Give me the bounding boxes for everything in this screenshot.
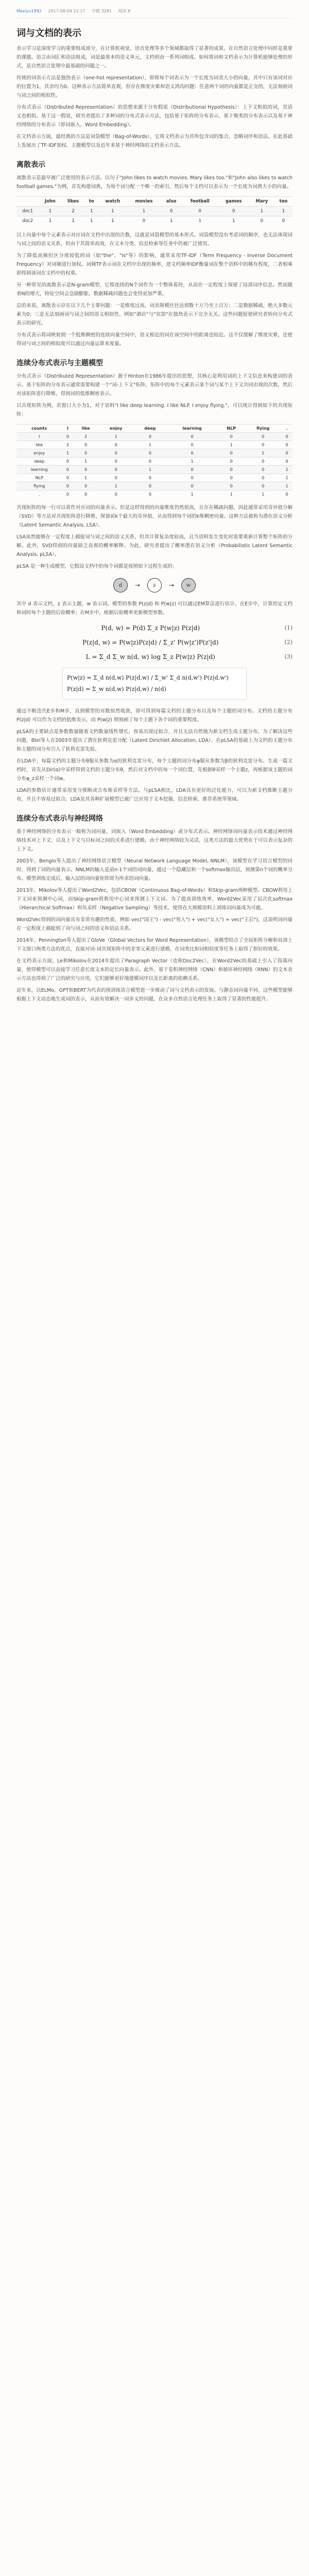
paragraph: 2014年，Pennington等人提出了GloVe（Global Vectors for Word Representation），该模型结合了全局矩阵分解和局部上下文窗口两类方法的优点，直接对词-词共现矩阵中的非零元素进行建模，在词类比和词相似度等任务上取得了很好的效果。 bbox=[16, 938, 293, 952]
table-cell: 0 bbox=[245, 474, 281, 482]
article-title: 词与文档的表示 bbox=[16, 28, 81, 39]
cooccurrence-table bbox=[16, 424, 293, 498]
table-header: NLP bbox=[218, 425, 245, 433]
topic-node: z bbox=[147, 578, 162, 592]
table-cell: 0 bbox=[166, 466, 218, 474]
paragraph: 2013年，Mikolov等人提出了Word2Vec，包括CBOW（Continuous Bag-of-Words）和Skip-gram两种模型。CBOW利用上下文词来预测中心词，而Skip-gram则利用中心词来预测上下文词。为了提高训练效率，Word2Vec采用了层次化softmax（Hierarchical Softmax）和负采样（Negative Sampling）等技术，使得在大规模语料上训练词向量成为可能。 bbox=[16, 888, 293, 911]
formula-number: (1) bbox=[284, 624, 293, 631]
formula-text: L = Σ_d Σ_w n(d, w) log Σ_z P(w|z) P(z|d) bbox=[85, 653, 215, 660]
table-header-row bbox=[16, 197, 293, 207]
bow-table bbox=[16, 196, 293, 226]
table-cell: 0 bbox=[161, 207, 182, 216]
table-cell: 0 bbox=[134, 433, 167, 441]
table-cell: 1 bbox=[281, 466, 293, 474]
table-cell: 0 bbox=[281, 441, 293, 449]
section-heading: 离散表示 bbox=[16, 161, 45, 169]
table-cell: 1 bbox=[39, 207, 61, 216]
table-cell: 1 bbox=[245, 449, 281, 457]
paragraph: 以上向量中每个元素表示对应词在文档中出现的次数，这就是词袋模型的基本形式。词袋模型没有考虑词的顺序，也无法体现词与词之间的语义关系，但由于其简单高效，在文本分类、信息检索等任务中仍被广泛使用。 bbox=[16, 232, 293, 247]
formula-joint bbox=[16, 624, 293, 632]
article bbox=[8, 0, 301, 1004]
cooccurrence-body bbox=[16, 433, 293, 499]
table-cell: doc1 bbox=[16, 207, 39, 216]
table-cell: 0 bbox=[73, 482, 98, 490]
table-cell: 0 bbox=[134, 490, 167, 499]
table-header: football bbox=[182, 197, 218, 207]
table-cell: 2 bbox=[62, 441, 73, 449]
neural-section bbox=[16, 813, 293, 1004]
paragraph: 以共现矩阵为例，若窗口大小为1，对于语料"I like deep learning. I like NLP. I enjoy flying."，可以统计得到如下的共现矩阵： bbox=[16, 403, 293, 417]
table-cell: 0 bbox=[134, 474, 167, 482]
paragraph: 其中 d 表示文档，z 表示主题，w 表示词。模型的参数 P(z|d) 和 P(w|z) 可以通过EM算法进行估计。在E步中，计算给定文档和词时每个主题的后验概率；在M步中，根据后验概率更新模型参数。 bbox=[16, 601, 293, 616]
table-cell: 0 bbox=[62, 457, 73, 466]
table-header: learning bbox=[166, 425, 218, 433]
table-cell: 0 bbox=[274, 216, 293, 226]
paragraph: 在LDA中，每篇文档的主题分布θ服从参数为α的狄利克雷分布，每个主题的词分布φ服从参数为β的狄利克雷分布。生成一篇文档时，首先从Dir(α)中采样得到文档的主题分布θ，然后对文档中的每一个词位置，先根据θ采样一个主题z，再根据该主题的词分布φ_z采样一个词w。 bbox=[16, 758, 293, 782]
table-row bbox=[16, 441, 293, 449]
table-cell: 1 bbox=[73, 457, 98, 466]
paragraph: 分布式表示（Distributed Representation）的思想来源于分布假说（Distributional Hypothesis）：上下文相似的词，其语义也相似。基于这一假说，研究者提出了多种词的分布式表示方法，包括基于矩阵的分布表示、基于聚类的分布表示以及基于神经网络的分布表示（即词嵌入，Word Embedding）。 bbox=[16, 105, 293, 128]
word-count: 字数 3281 bbox=[92, 9, 112, 13]
paragraph: 分布式表示将词映射到一个低维稠密的连续向量空间中，语义相近的词在该空间中的距离也较近。这不仅缓解了维度灾难，还使得词与词之间的相似度可以通过向量运算来度量。 bbox=[16, 332, 293, 347]
paragraph: pLSA的主要缺点是参数数量随着文档数量线性增长，容易出现过拟合，并且无法自然地为新文档生成主题分布。为了解决这些问题，Blei等人在2003年提出了潜在狄利克雷分配（Latent Dirichlet Allocation, LDA），在pLSA的基础上为文档的主题分布和主题的词分布引入了狄利克雷先验。 bbox=[16, 729, 293, 752]
table-row bbox=[16, 449, 293, 457]
read-count: 阅读 8 bbox=[118, 9, 131, 13]
table-cell: 1 bbox=[98, 482, 134, 490]
table-cell: 1 bbox=[98, 433, 134, 441]
table-cell: NLP bbox=[16, 474, 62, 482]
paragraph: 总的来说，离散表示存在以下几个主要问题：一是维度过高，词表规模往往达到数十万乃至上百万；二是数据稀疏，绝大多数元素为0；三是无法刻画词与词之间的语义相似性，例如"酒店"与"宾馆"在独热表示下完全无关。这些问题促使研究者转向分布式表示的研究。 bbox=[16, 303, 293, 326]
table-cell: 0 bbox=[166, 449, 218, 457]
table-cell: 0 bbox=[134, 449, 167, 457]
table-cell: 0 bbox=[218, 474, 245, 482]
table-cell: 1 bbox=[182, 216, 218, 226]
table-cell: 1 bbox=[62, 449, 73, 457]
table-cell: 1 bbox=[39, 216, 61, 226]
table-header-row bbox=[16, 425, 293, 433]
cooccurrence-matrix bbox=[16, 424, 293, 498]
table-header: likes bbox=[61, 197, 85, 207]
table-cell: 0 bbox=[281, 433, 293, 441]
table-cell: 0 bbox=[218, 207, 249, 216]
table-cell: 0 bbox=[127, 216, 161, 226]
table-row bbox=[16, 466, 293, 474]
table-cell: 0 bbox=[98, 441, 134, 449]
table-cell: 1 bbox=[134, 441, 167, 449]
table-cell: 1 bbox=[161, 216, 182, 226]
formula-text: P(d, w) = P(d) Σ_z P(w|z) P(z|d) bbox=[101, 624, 200, 632]
table-cell: 0 bbox=[245, 433, 281, 441]
table-row bbox=[16, 457, 293, 466]
table-cell: 1 bbox=[281, 474, 293, 482]
plsa-graphical-model bbox=[16, 578, 293, 592]
table-header: games bbox=[218, 197, 249, 207]
word-node: w bbox=[181, 578, 196, 592]
table-header: enjoy bbox=[98, 425, 134, 433]
paragraph: 基于神经网络的分布表示一般称为词向量、词嵌入（Word Embedding）或分布式表示。神经网络词向量表示技术通过神经网络技术对上下文，以及上下文与目标词之间的关系进行建模。由于神经网络较为灵活，这类方法的最大优势在于可以表示复杂的上下文。 bbox=[16, 829, 293, 852]
table-cell: 0 bbox=[218, 482, 245, 490]
table-cell: 0 bbox=[98, 466, 134, 474]
table-cell: 0 bbox=[218, 457, 245, 466]
table-cell: 1 bbox=[274, 207, 293, 216]
table-cell: 0 bbox=[62, 482, 73, 490]
section-heading: 连续分布式表示与神经网络 bbox=[16, 815, 103, 823]
paragraph: LSA虽然能够在一定程度上捕捉词与词之间的语义关系，但其计算复杂度较高，且当语料发生变化时需要重新计算整个矩阵的分解。此外，SVD得到的向量缺乏直观的概率解释。为此，研究者提出了概率潜在语义分析（Probabilistic Latent Semantic Analysis, pLSA）。 bbox=[16, 534, 293, 557]
discrete-section bbox=[16, 159, 293, 348]
table-cell: 2 bbox=[61, 207, 85, 216]
table-cell: 0 bbox=[182, 207, 218, 216]
table-header: . bbox=[281, 425, 293, 433]
table-cell: 1 bbox=[218, 441, 245, 449]
table-header: movies bbox=[127, 197, 161, 207]
paragraph: 另一种常见的离散表示是N-gram模型，它将连续的N个词作为一个整体看待，从而在一定程度上保留了局部词序信息。然而随着N的增大，特征空间会急剧膨胀，数据稀疏问题也会变得更加严重。 bbox=[16, 282, 293, 297]
paragraph: 近年来，以ELMo、GPT和BERT为代表的预训练语言模型进一步推动了词与文档表示的发展。与静态词向量不同，这些模型能够根据上下文动态地生成词的表示，从而有效解决一词多义的问题，在众多自然语言处理任务上取得了显著的性能提升。 bbox=[16, 988, 293, 1002]
paragraph: 在文档表示方面，最经典的方法是词袋模型（Bag-of-Words），它将文档表示为其所包含词的集合，忽略词序和语法。在此基础上发展出了TF-IDF加权、主题模型以及近年来基于神经网络的文档表示方法。 bbox=[16, 134, 293, 148]
table-cell: doc2 bbox=[16, 216, 39, 226]
table-cell: 0 bbox=[98, 490, 134, 499]
m-step-topic-doc: P(z|d) = Σ_w n(d,w) P(z|d,w) / n(d) bbox=[67, 686, 166, 692]
table-row bbox=[16, 482, 293, 490]
table-cell: 1 bbox=[249, 207, 274, 216]
table-cell: 0 bbox=[281, 449, 293, 457]
intro-section bbox=[16, 44, 293, 150]
table-header: I bbox=[62, 425, 73, 433]
paragraph: Word2Vec得到的词向量具有非常有趣的性质，例如 vec("国王") - vec("男人") + vec("女人") ≈ vec("王后")，这说明词向量在一定程度上捕捉到了词与词之间的语义和语法关系。 bbox=[16, 917, 293, 931]
table-cell: 1 bbox=[127, 207, 161, 216]
table-row bbox=[16, 474, 293, 482]
table-header: flying bbox=[245, 425, 281, 433]
table-cell: learning bbox=[16, 466, 62, 474]
table-cell: 1 bbox=[134, 466, 167, 474]
table-cell: 1 bbox=[61, 216, 85, 226]
table-cell: 0 bbox=[73, 449, 98, 457]
table-cell: 1 bbox=[98, 216, 127, 226]
formula-text: P(z|d, w) = P(w|z)P(z|d) / Σ_z' P(w|z')P(z'|d) bbox=[82, 639, 219, 646]
paragraph: 共现矩阵的每一行可以看作对应词的向量表示。但是这样得到的向量维度仍然很高，且存在稀疏问题。因此通常采用奇异值分解（SVD）等方法对共现矩阵进行降维，保留前k个最大的奇异值，从而得到每个词的k维稠密向量。这种方法被称为潜在语义分析（Latent Semantic Analysis, LSA）。 bbox=[16, 505, 293, 528]
table-cell: . bbox=[16, 490, 62, 499]
paragraph: 2003年，Bengio等人提出了神经网络语言模型（Neural Network Language Model, NNLM），该模型在学习语言模型的同时，得到了词的向量表示。NNLM的输入是前n-1个词的词向量，通过一个隐藏层和一个softmax输出层，预测第n个词的概率分布。模型训练完成后，输入层的词向量矩阵即为所求的词向量。 bbox=[16, 858, 293, 882]
paragraph: 表示学习是深度学习的重要组成部分，在计算机视觉、语音处理等多个领域都取得了显著的成果，在自然语言处理中同样是重要的课题。语言由词汇和语法组成，词是最基本的语义单元，文档则由一系列词组成。如何将词和文档表示为计算机能够处理的形式，是自然语言处理中最基础的问题之一。 bbox=[16, 46, 293, 69]
table-cell: 0 bbox=[249, 216, 274, 226]
table-row bbox=[16, 216, 293, 226]
table-cell: 0 bbox=[281, 457, 293, 466]
table-cell: 0 bbox=[218, 466, 245, 474]
table-cell: 0 bbox=[218, 449, 245, 457]
m-step-word-topic: P(w|z) = Σ_d n(d,w) P(z|d,w) / Σ_w' Σ_d n(d,w') P(z|d,w') bbox=[67, 674, 229, 681]
table-cell: enjoy bbox=[16, 449, 62, 457]
table-cell: 0 bbox=[134, 457, 167, 466]
topic-model-section bbox=[16, 358, 293, 804]
table-header: too bbox=[274, 197, 293, 207]
table-cell: 1 bbox=[85, 207, 98, 216]
table-cell: 0 bbox=[98, 449, 134, 457]
table-cell: 1 bbox=[85, 216, 98, 226]
table-header: watch bbox=[98, 197, 127, 207]
table-header: like bbox=[73, 425, 98, 433]
table-row bbox=[16, 433, 293, 441]
table-cell: I bbox=[16, 433, 62, 441]
table-cell: 1 bbox=[73, 474, 98, 482]
table-cell: 0 bbox=[245, 482, 281, 490]
table-row bbox=[16, 490, 293, 499]
section-heading: 连续分布式表示与主题模型 bbox=[16, 359, 103, 367]
table-cell: 1 bbox=[218, 490, 245, 499]
table-cell: flying bbox=[16, 482, 62, 490]
arrow-icon: → bbox=[134, 582, 140, 589]
table-cell: 0 bbox=[98, 474, 134, 482]
arrow-icon: → bbox=[169, 582, 175, 589]
table-cell: 0 bbox=[166, 433, 218, 441]
paragraph: LDA的参数估计通常采用变分推断或吉布斯采样等方法。与pLSA相比，LDA具有更好的泛化能力，可以为新文档推断主题分布，并且不容易过拟合。LDA及其各种扩展模型已被广泛应用于文本挖掘、信息检索、推荐系统等领域。 bbox=[16, 788, 293, 802]
formula-number: (2) bbox=[284, 639, 293, 646]
table-cell: 1 bbox=[166, 490, 218, 499]
table-header: counts bbox=[16, 425, 62, 433]
table-cell: 0 bbox=[166, 441, 218, 449]
table-cell: 0 bbox=[245, 457, 281, 466]
formula-number: (3) bbox=[284, 653, 293, 660]
table-cell: 0 bbox=[245, 466, 281, 474]
table-cell: 0 bbox=[73, 466, 98, 474]
table-cell: 0 bbox=[218, 433, 245, 441]
table-cell: 1 bbox=[166, 457, 218, 466]
table-cell: 1 bbox=[245, 490, 281, 499]
table-header: Mary bbox=[249, 197, 274, 207]
paragraph: 通过不断迭代E步和M步，直到模型的对数似然收敛，即可得到每篇文档的主题分布以及每个主题的词分布。文档的主题分布 P(z|d) 可以作为文档的低维表示，而 P(w|z) 则刻画了每个主题下各个词的重要程度。 bbox=[16, 708, 293, 723]
m-step-formulas bbox=[62, 668, 247, 700]
table-cell: 0 bbox=[62, 490, 73, 499]
table-header bbox=[16, 197, 39, 207]
table-cell: 1 bbox=[281, 482, 293, 490]
paragraph: 分布式表示（Distributed Representation）源于Hinton在1986年提出的思想，其核心是利用词的上下文信息来构建词的表示。基于矩阵的分布表示通常需要构建一个"词-上下文"矩阵，矩阵中的每个元素表示某个词与某个上下文共同出现的次数，然后对该矩阵进行降维，得到词的低维稠密表示。 bbox=[16, 374, 293, 397]
table-cell: 0 bbox=[166, 474, 218, 482]
paragraph: 在文档表示方面，Le和Mikolov在2014年提出了Paragraph Vector（也称Doc2Vec），在Word2Vec的基础上引入了段落向量，使得模型可以直接学习任意长度文本的定长向量表示。此外，基于卷积神经网络（CNN）和循环神经网络（RNN）的文本表示方法也得到了广泛的研究与应用，它们能够更好地建模词序以及长距离的依赖关系。 bbox=[16, 958, 293, 981]
table-cell: 0 bbox=[98, 457, 134, 466]
article-meta bbox=[16, 5, 293, 19]
table-cell: 1 bbox=[218, 216, 249, 226]
table-cell: 0 bbox=[62, 433, 73, 441]
publish-date: 2017-08-04 21:17 bbox=[48, 9, 85, 13]
paragraph: pLSA 是一种生成模型，它假设文档中的每个词都是按照如下过程生成的： bbox=[16, 564, 178, 569]
table-cell: 0 bbox=[62, 466, 73, 474]
table-header: also bbox=[161, 197, 182, 207]
table-header: deep bbox=[134, 425, 167, 433]
table-cell: 1 bbox=[98, 207, 127, 216]
table-cell: 0 bbox=[134, 482, 167, 490]
table-header: John bbox=[39, 197, 61, 207]
formula-posterior bbox=[16, 639, 293, 646]
paragraph: 为了降低高频但区分度较低的词（如"the"、"is"等）的影响，通常采用TF-IDF（Term Frequency - Inverse Document Frequency）对词频进行加权。词频TF表示词在文档中出现的频率，逆文档频率IDF衡量词在整个语料中的稀有程度，二者相乘即得到该词在文档中的权重。 bbox=[16, 253, 293, 276]
table-cell: 0 bbox=[245, 441, 281, 449]
table-cell: 0 bbox=[73, 490, 98, 499]
table-cell: like bbox=[16, 441, 62, 449]
table-cell: deep bbox=[16, 457, 62, 466]
table-cell: 2 bbox=[73, 433, 98, 441]
table-row bbox=[16, 207, 293, 216]
table-cell: 0 bbox=[73, 441, 98, 449]
table-header: to bbox=[85, 197, 98, 207]
paragraph: 离散表示是最早被广泛使用的表示方法。以句子"John likes to watch movies. Mary likes too."和"John also likes to watch football games."为例，首先构建词典，为每个词分配一个唯一的索引，然后每个文档可以表示为一个长度为词典大小的向量。 bbox=[16, 175, 293, 190]
table-cell: 0 bbox=[281, 490, 293, 499]
author-name[interactable]: Mexiyu1992 bbox=[16, 9, 42, 13]
table-cell: 0 bbox=[166, 482, 218, 490]
formula-likelihood bbox=[16, 653, 293, 660]
document-node: d bbox=[113, 578, 128, 592]
table-cell: 0 bbox=[62, 474, 73, 482]
paragraph: 传统的词表示方法是独热表示（one-hot representation），即将每个词表示为一个长度为词表大小的向量，其中只有该词对应的位置为1，其余均为0。这种表示方法简单直观，但存在维度灾难和语义鸿沟问题：任意两个词的向量都是正交的，无法刻画词与词之间的相似性。 bbox=[16, 75, 293, 98]
